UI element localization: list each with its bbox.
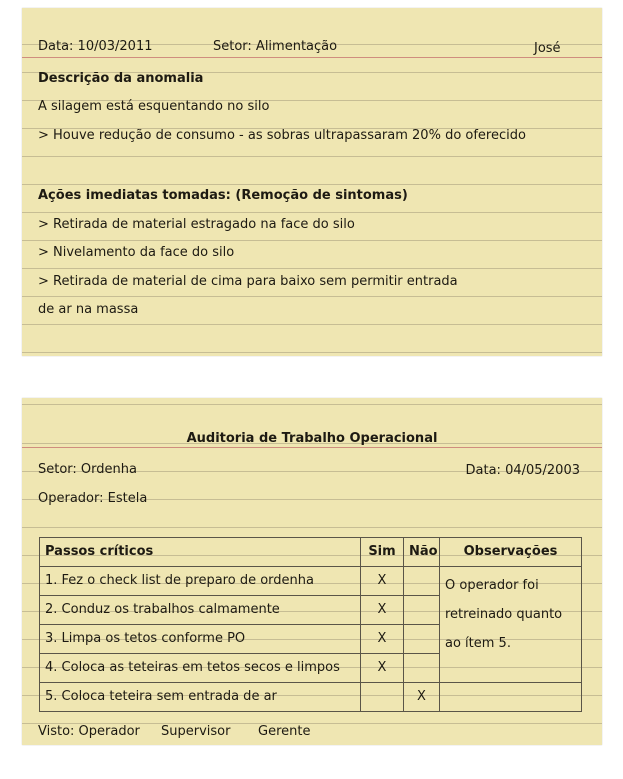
yes-cell — [361, 683, 404, 712]
table-header-row — [40, 538, 582, 567]
anomaly-sector: Setor: Alimentação — [213, 39, 338, 54]
step-cell: 5. Coloca teteira sem entrada de ar — [40, 683, 361, 712]
step-cell: 4. Coloca as teteiras em tetos secos e limpos — [40, 654, 361, 683]
description-line: A silagem está esquentando no silo — [38, 99, 270, 114]
critical-steps-table — [39, 537, 582, 712]
action-line: > Retirada de material de cima para baixo sem permitir entrada — [38, 274, 458, 289]
anomaly-card — [22, 8, 602, 356]
col-header-no: Não — [404, 538, 440, 567]
no-cell — [404, 596, 440, 625]
signature-manager: Gerente — [258, 724, 311, 739]
observation-cell: O operador foi retreinado quanto ao ítem 5. — [440, 567, 582, 683]
anomaly-date: Data: 10/03/2011 — [38, 39, 153, 54]
actions-heading: Ações imediatas tomadas: (Remoção de sintomas) — [38, 188, 408, 203]
header-rule — [22, 447, 602, 448]
no-cell: X — [404, 683, 440, 712]
yes-cell: X — [361, 596, 404, 625]
step-cell: 1. Fez o check list de preparo de ordenha — [40, 567, 361, 596]
description-line: > Houve redução de consumo - as sobras ultrapassaram 20% do oferecido — [38, 128, 526, 143]
signature-operator: Visto: Operador — [38, 724, 140, 739]
action-line: > Retirada de material estragado na face do silo — [38, 217, 355, 232]
yes-cell: X — [361, 654, 404, 683]
col-header-yes: Sim — [361, 538, 404, 567]
description-heading: Descrição da anomalia — [38, 71, 204, 86]
step-cell: 3. Limpa os tetos conforme PO — [40, 625, 361, 654]
audit-sector: Setor: Ordenha — [38, 462, 137, 477]
header-rule — [22, 57, 602, 58]
col-header-steps: Passos críticos — [40, 538, 361, 567]
table-row — [40, 567, 582, 596]
yes-cell: X — [361, 625, 404, 654]
no-cell — [404, 654, 440, 683]
audit-title: Auditoria de Trabalho Operacional — [186, 431, 438, 446]
table-row — [40, 683, 582, 712]
action-line: > Nivelamento da face do silo — [38, 245, 235, 260]
no-cell — [404, 567, 440, 596]
no-cell — [404, 625, 440, 654]
signature-supervisor: Supervisor — [161, 724, 231, 739]
step-cell: 2. Conduz os trabalhos calmamente — [40, 596, 361, 625]
anomaly-author: José — [534, 41, 561, 56]
yes-cell: X — [361, 567, 404, 596]
audit-card — [22, 398, 602, 745]
audit-operator: Operador: Estela — [38, 491, 148, 506]
action-line: de ar na massa — [38, 302, 139, 317]
col-header-observations: Observações — [440, 538, 582, 567]
audit-date: Data: 04/05/2003 — [465, 463, 580, 478]
observation-empty-cell — [440, 683, 582, 712]
